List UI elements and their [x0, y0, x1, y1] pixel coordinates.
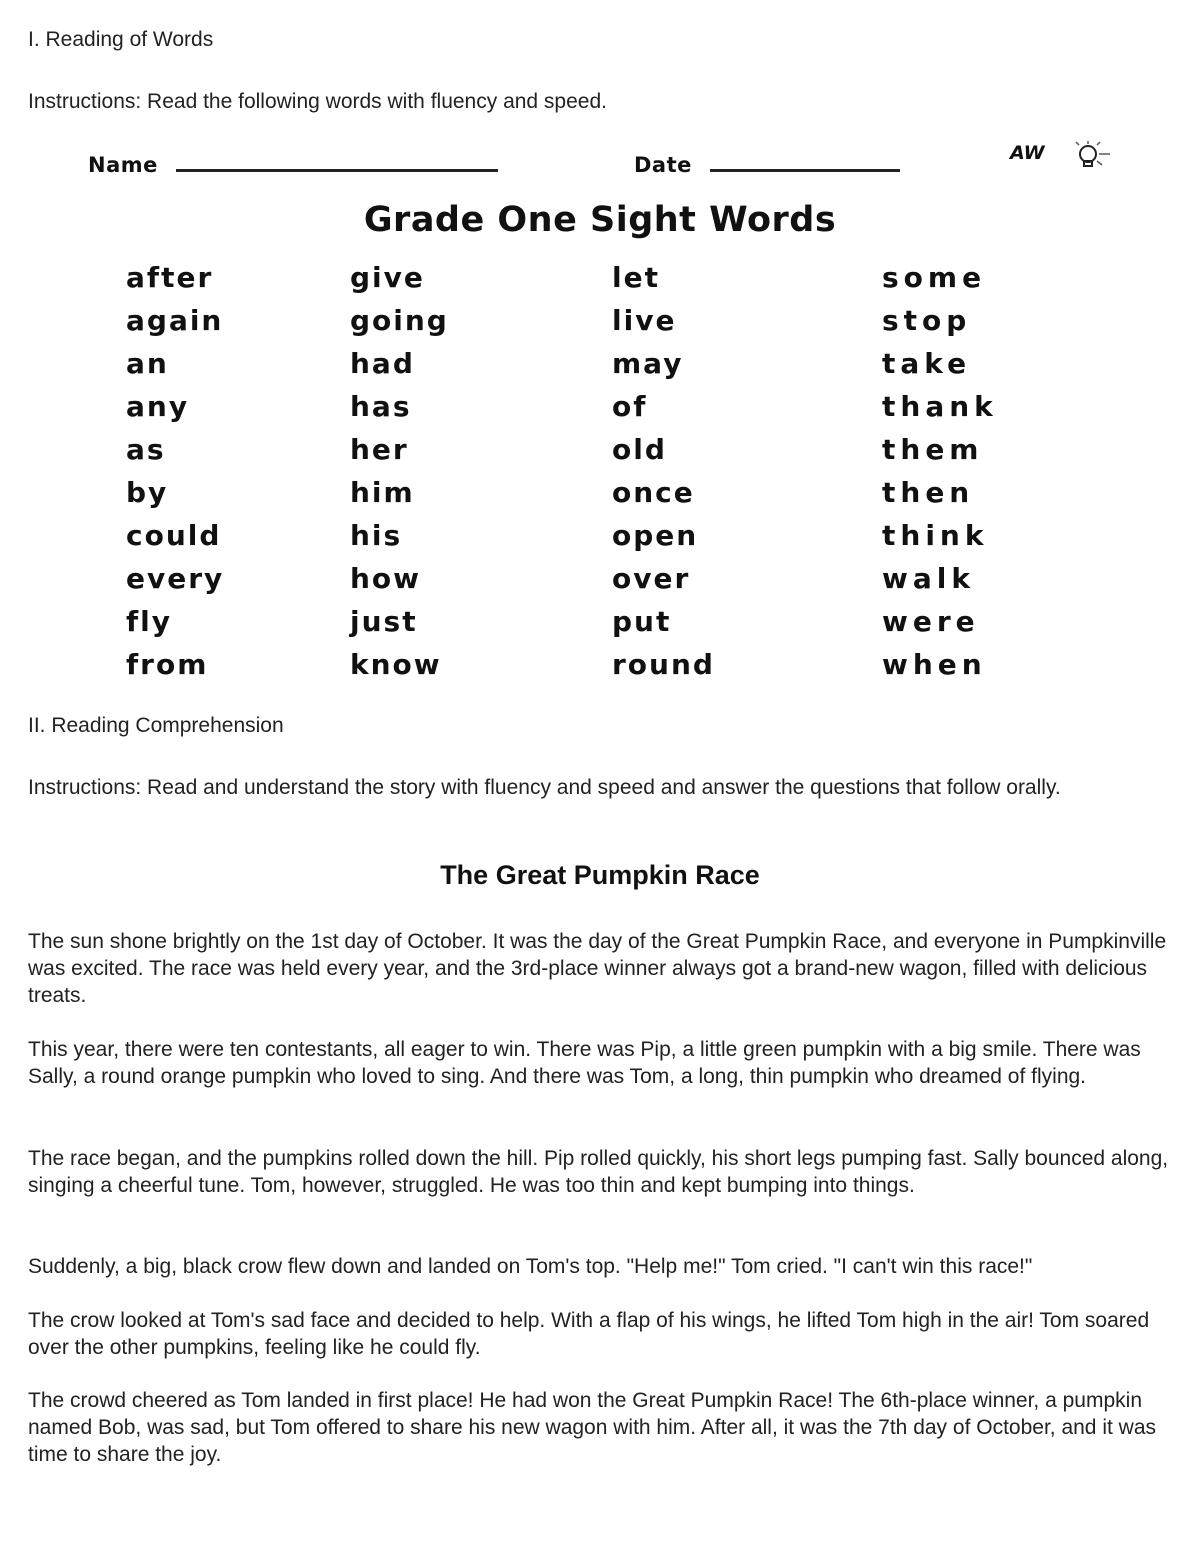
date-blank-line [710, 168, 900, 172]
sight-word: them [882, 433, 984, 466]
sight-word: could [126, 519, 222, 552]
name-field [88, 153, 498, 177]
sight-word: walk [882, 562, 975, 595]
sight-word: think [882, 519, 989, 552]
story-paragraph-5: The crow looked at Tom's sad face and decided to help. With a flap of his wings, he lifted Tom high in the air! Tom soared over the other pumpkins, feeling like he could fly. [28, 1309, 1150, 1359]
story-paragraph-2: This year, there were ten contestants, all eager to win. There was Pip, a little green pumpkin with a big smile. There was Sally, a round orange pumpkin who loved to sing. And there was Tom, a long, thin pumpkin who dreamed of flying. [28, 1038, 1141, 1088]
word-column-2 [350, 258, 449, 688]
sight-word: of [612, 390, 648, 423]
name-blank-line [176, 168, 498, 172]
word-column-4 [882, 258, 998, 688]
sight-word: let [612, 261, 660, 294]
sight-word: just [350, 605, 418, 638]
sight-word: her [350, 433, 409, 466]
sight-word: stop [882, 304, 972, 337]
section-1-instructions: Instructions: Read the following words with fluency and speed. [28, 90, 607, 113]
sight-word: how [350, 562, 422, 595]
sight-word: open [612, 519, 699, 552]
sight-word: some [882, 261, 987, 294]
aw-logo [1010, 140, 1120, 180]
sight-words-grid [126, 258, 1106, 688]
sight-word: fly [126, 605, 173, 638]
sight-words-title: Grade One Sight Words [363, 200, 837, 240]
sight-word: then [882, 476, 975, 509]
section-2-heading: II. Reading Comprehension [28, 714, 284, 737]
sight-word: his [350, 519, 403, 552]
sight-word: any [126, 390, 190, 423]
word-column-3 [612, 258, 715, 688]
story-paragraph-1: The sun shone brightly on the 1st day of October. It was the day of the Great Pumpkin Race, and everyone in Pumpkinville was excited. The race was held every year, and the 3rd-place winner always got a brand-new wagon, filled with delicious treats. [28, 930, 1167, 1007]
sight-word: live [612, 304, 677, 337]
story-title: The Great Pumpkin Race [440, 860, 760, 890]
sight-word: had [350, 347, 415, 380]
sight-word: thank [882, 390, 998, 423]
lightbulb-icon [1066, 140, 1122, 176]
sight-word: has [350, 390, 412, 423]
story-paragraph-3: The race began, and the pumpkins rolled down the hill. Pip rolled quickly, his short legs pumping fast. Sally bounced along, singing a cheerful tune. Tom, however, struggled. He was too thin and kept bumping into things. [28, 1147, 1169, 1197]
sight-word: know [350, 648, 442, 681]
sight-word: take [882, 347, 972, 380]
sight-word: may [612, 347, 684, 380]
sight-words-sheet-header [0, 142, 1200, 188]
sight-word: from [126, 648, 209, 681]
sight-word: every [126, 562, 225, 595]
sight-word: when [882, 648, 987, 681]
sight-word: as [126, 433, 166, 466]
sight-word: were [882, 605, 980, 638]
sight-word: by [126, 476, 169, 509]
date-field [634, 153, 900, 177]
story-paragraph-4: Suddenly, a big, black crow flew down and landed on Tom's top. "Help me!" Tom cried. "I can't win this race!" [28, 1255, 1033, 1278]
sight-word: an [126, 347, 169, 380]
sight-word: going [350, 304, 449, 337]
name-label: Name [88, 153, 158, 177]
sight-word: over [612, 562, 691, 595]
sight-word: again [126, 304, 224, 337]
sight-word: once [612, 476, 695, 509]
sight-word: round [612, 648, 715, 681]
sight-word: give [350, 261, 425, 294]
section-2-instructions: Instructions: Read and understand the story with fluency and speed and answer the questions that follow orally. [28, 776, 1061, 799]
section-1-heading: I. Reading of Words [28, 28, 214, 51]
logo-text: AW [1010, 142, 1045, 164]
sight-word: old [612, 433, 667, 466]
sight-word: him [350, 476, 415, 509]
sight-word: after [126, 261, 214, 294]
date-label: Date [634, 153, 692, 177]
story-paragraph-6: The crowd cheered as Tom landed in first place! He had won the Great Pumpkin Race! The 6th-place winner, a pumpkin named Bob, was sad, but Tom offered to share his new wagon with him. After all, it was the 7th day of October, and it was time to share the joy. [28, 1389, 1157, 1466]
sight-word: put [612, 605, 672, 638]
word-column-1 [126, 258, 224, 688]
